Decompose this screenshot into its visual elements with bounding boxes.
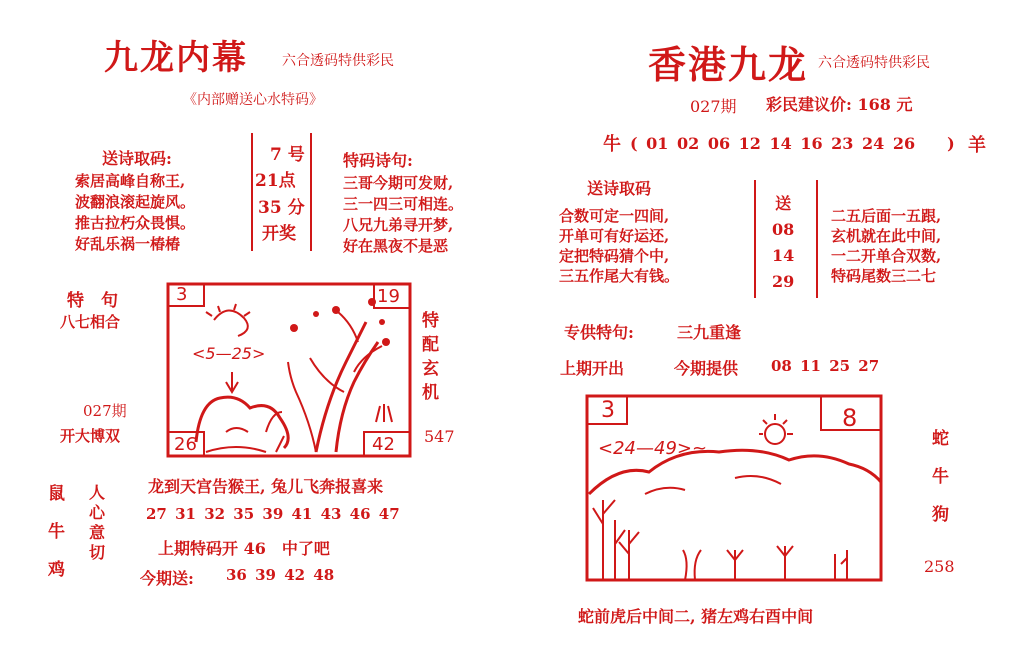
last-result: 上期特码开 46 中了吧 [158,539,330,558]
heart-char: 心 [89,503,106,522]
right-today-label: 今期提供 [674,359,739,378]
ox-numbers: ( 01 02 06 12 14 16 23 24 26 ) [630,134,955,153]
right-poem-line: 三五作尾大有钱。 [559,267,680,285]
today-label: 今期送: [140,569,194,588]
tema-line: 三一四三可相连。 [343,195,464,213]
left-poem-line: 推古拉朽众畏惧。 [75,214,196,232]
price: 彩民建议价: 168 元 [766,95,913,114]
zodiac-char: 鸡 [48,560,65,580]
right-poem-line: 定把特码猜个中, [559,247,670,265]
vertical-hint [422,309,439,405]
right-issue: 027期 [690,97,737,116]
zodiac-char: 牛 [48,522,65,542]
heart-char: 切 [89,543,106,562]
hint-char: 配 [422,335,439,355]
pic-corner-tl: 3 [176,284,188,305]
dragon-line: 龙到天宫告猴王, 兔儿飞奔报喜来 [148,477,384,496]
left-poem [75,171,195,255]
right-poem-line: 二五后面一五跟, [831,207,942,225]
left-poem-line: 好乱乐祸一椿椿 [75,235,181,253]
tema-line: 三哥今期可发财, [343,174,454,192]
heart-col [89,483,105,563]
tj-value: 八七相合 [60,313,121,331]
ox-label: 牛 [603,134,621,155]
heart-char: 人 [89,483,106,502]
left-poem-line: 波翻浪滚起旋风。 [75,193,196,211]
send-number: 29 [772,272,795,291]
right-zodiac-col [932,420,949,534]
tema-heading: 特码诗句: [343,151,413,170]
issue-tag: 开大博双 [60,427,121,445]
left-picture [166,282,412,458]
tema-poem [343,173,463,257]
pic-corner-bl: 26 [174,434,197,455]
right-poem-line: 特码尾数三二七 [831,267,937,285]
draw-hour: 21点 [255,171,296,191]
draw-day: 7 号 [270,145,305,165]
draw-minute: 35 分 [258,198,305,218]
draw-label: 开奖 [262,224,296,244]
hint-char: 机 [422,383,439,403]
tema-line: 八兄九弟寻开梦, [343,216,454,234]
right-pic-corner-tl: 3 [601,398,615,423]
left-issue: 027期 [83,402,127,420]
numbers-line: 27 31 32 35 39 41 43 46 47 [146,505,400,523]
right-poem-line: 玄机就在此中间, [831,227,942,245]
last-label: 上期开出 [560,359,625,378]
send-number: 08 [772,220,795,239]
zodiac-char: 牛 [932,467,949,487]
send-box-values [772,191,794,295]
right-picture [585,394,883,582]
left-zodiac-col [48,475,65,589]
send-number: 14 [772,246,795,265]
today-numbers: 36 39 42 48 [226,566,335,584]
pic-corner-tr: 19 [377,286,400,307]
right-title: 香港九龙 [648,42,809,87]
hint-char: 特 [422,311,439,331]
zodiac-char: 鼠 [48,484,65,504]
tema-line: 好在黑夜不是恶 [343,237,449,255]
right-poem-line: 开单可有好运还, [559,227,670,245]
heart-char: 意 [89,523,106,542]
send-label: 送 [775,194,792,213]
sheep-label: 羊 [968,135,986,156]
right-poem-line: 一二开单合双数, [831,247,942,265]
right-pic-scribble: <24—49>~ [598,438,708,459]
right-subtitle: 六合透码特供彩民 [818,55,930,71]
left-poem-line: 索居高峰自称王, [75,172,186,190]
bottom-line: 蛇前虎后中间二, 猪左鸡右酉中间 [578,607,814,626]
tj-label: 特 句 [67,291,118,311]
left-gift-line: 《内部赠送心水特码》 [183,92,323,108]
right-pic-corner-tr: 8 [842,404,858,432]
right-poem-line: 合数可定一四间, [559,207,670,225]
hint-number: 547 [424,427,455,446]
pic-scribble: <5—25> [192,344,266,363]
right-poem-left [559,206,679,286]
left-subtitle: 六合透码特供彩民 [282,53,394,69]
left-title: 九龙内幕 [104,38,248,78]
pic-corner-br: 42 [372,434,395,455]
right-poem-right [831,206,941,286]
zodiac-char: 狗 [932,505,949,525]
special-label: 专供特句: [564,323,634,342]
special-value: 三九重逢 [677,323,742,342]
right-zodiac-number: 258 [924,557,955,576]
right-today-numbers: 08 11 25 27 [771,357,880,375]
zodiac-char: 蛇 [932,429,949,449]
hint-char: 玄 [422,359,439,379]
left-poem-heading: 送诗取码: [102,149,172,168]
right-poem-heading: 送诗取码 [587,179,652,198]
